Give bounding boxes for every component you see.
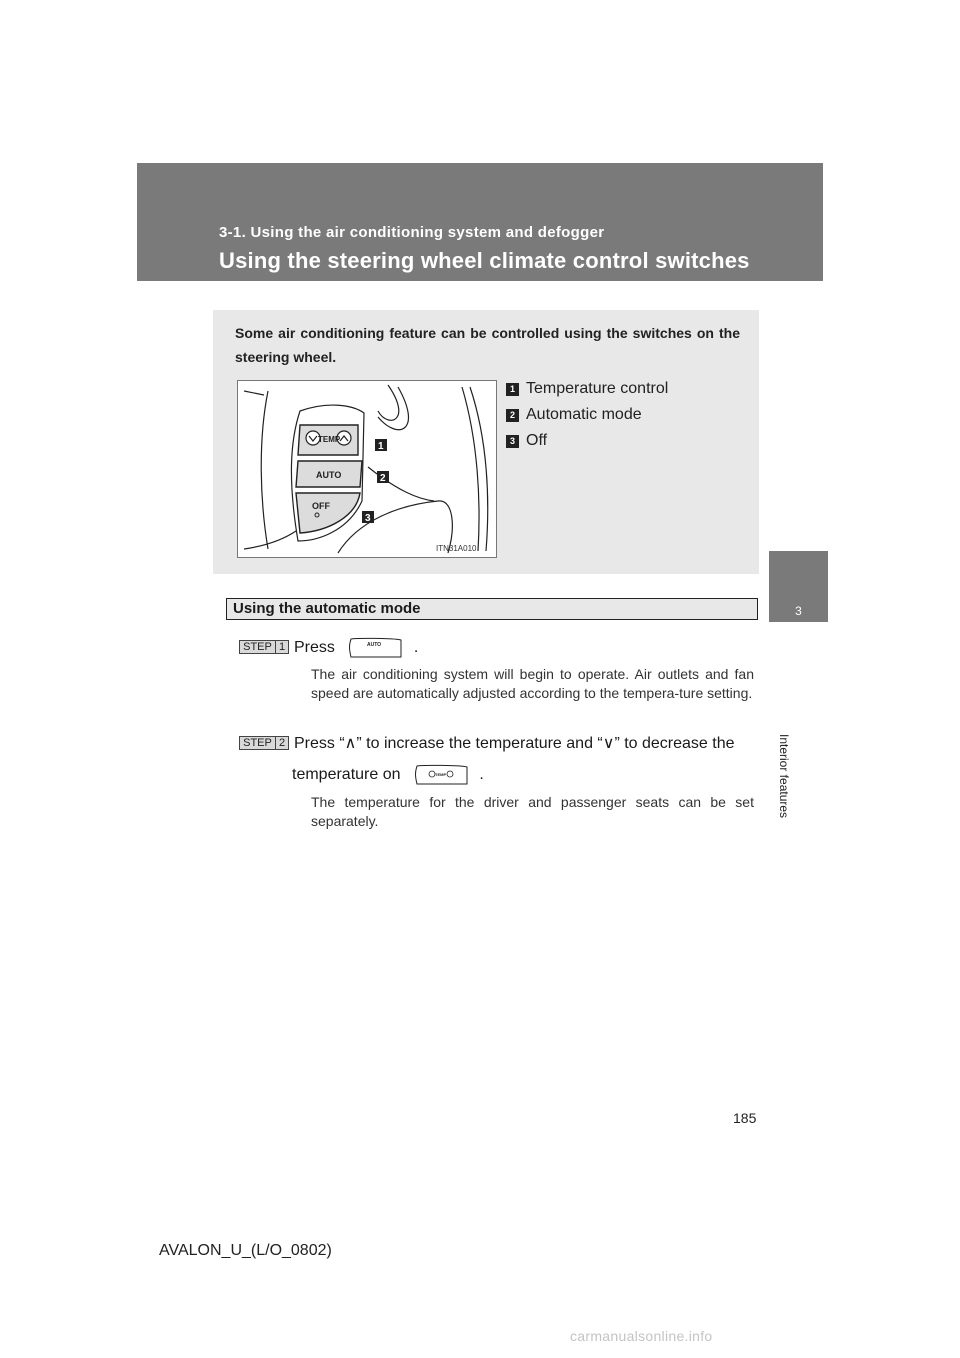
chapter-label: Interior features: [777, 734, 791, 819]
section-heading: Using the automatic mode: [226, 598, 758, 620]
page-header: [137, 163, 823, 281]
step-1-text: [294, 637, 418, 659]
chapter-tab: [769, 551, 828, 622]
temp-label: TEMP: [318, 435, 341, 444]
step-2-text-line1: Press “∧” to increase the temperature and “∨” to decrease the: [294, 735, 735, 752]
legend-item: [506, 428, 668, 454]
temp-icon-label: TEMP: [434, 772, 447, 777]
watermark: carmanualsonline.info: [570, 1328, 713, 1344]
legend-number: 3: [506, 435, 519, 448]
auto-button-icon: [347, 637, 403, 659]
step-badge-1: [239, 640, 289, 654]
legend-number: 2: [506, 409, 519, 422]
off-label: OFF: [312, 501, 330, 511]
legend-item: [506, 402, 668, 428]
chapter-number: 3: [795, 604, 802, 618]
step-2-temperature-on: temperature on: [292, 766, 401, 784]
info-box: [213, 310, 759, 574]
callout-3: 3: [365, 513, 371, 524]
step-badge-2: [239, 736, 289, 750]
legend-text: Temperature control: [526, 380, 669, 397]
callout-2: 2: [380, 473, 386, 484]
temp-button-icon: [413, 764, 469, 786]
intro-text: Some air conditioning feature can be controlled using the switches on the steering wheel.: [235, 325, 740, 365]
step-2-text-line2: [292, 764, 484, 786]
step-1-press: Press: [294, 639, 335, 657]
chapter-side-label: [769, 622, 828, 819]
callout-1: 1: [378, 441, 384, 452]
legend-text: Automatic mode: [526, 406, 642, 423]
step-2-period: .: [479, 766, 484, 784]
step-number: 1: [278, 641, 286, 653]
auto-label: AUTO: [316, 470, 342, 480]
section-label: 3-1. Using the air conditioning system and defogger: [219, 224, 605, 241]
legend-item: [506, 376, 668, 402]
step-number: 2: [278, 737, 286, 749]
page-title: Using the steering wheel climate control switches: [219, 248, 750, 273]
step-1-period: .: [413, 639, 419, 657]
figure-legend: [506, 376, 668, 454]
auto-icon-label: AUTO: [367, 642, 382, 648]
steering-wheel-illustration: [238, 381, 496, 557]
step-word: STEP: [240, 737, 276, 749]
step-2-note: The temperature for the driver and passenger seats can be set separately.: [311, 794, 754, 829]
steering-switch-figure: [237, 380, 497, 558]
step-1-note: The air conditioning system will begin to operate. Air outlets and fan speed are automatically adjusted according to the tempera-ture setting.: [311, 666, 754, 701]
page-number: 185: [733, 1110, 757, 1126]
legend-number: 1: [506, 383, 519, 396]
footer-code: AVALON_U_(L/O_0802): [159, 1242, 332, 1259]
legend-text: Off: [526, 432, 548, 449]
step-word: STEP: [240, 641, 276, 653]
figure-code: ITN31A010: [436, 544, 477, 553]
